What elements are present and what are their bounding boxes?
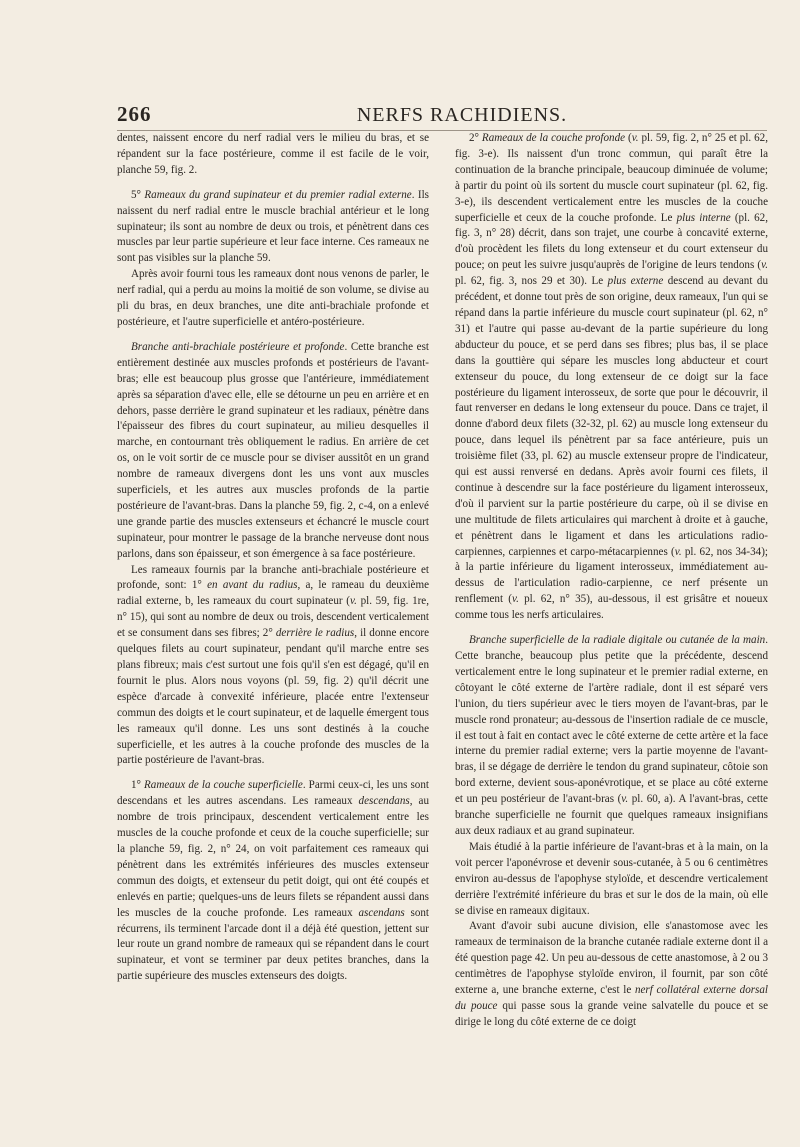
italic-term: descendans (358, 795, 410, 808)
section-heading: Branche anti-brachiale postérieure et profonde (131, 340, 345, 353)
paragraph (117, 267, 429, 331)
italic-term: v. (674, 545, 682, 558)
page-header (117, 100, 767, 131)
paragraph-text: , au nombre de trois principaux, descendent verticalement entre les muscles de la couche profonde et ceux de la couche superficielle; sur la planche 59, fig. 2, n° 24, on voit parfaitement ces rameaux qui pénètrent dans les extrémités inférieures des muscles extenseur commun des doigts, et extenseur du petit doigt, qui ont été coupés et enlevés en partie; quelques-uns de leurs filets se répandent aussi dans les muscles de la couche profonde. Les rameaux (117, 795, 429, 919)
section-heading: Rameaux du grand supinateur et du premier radial externe (144, 188, 412, 201)
paragraph-text: . Cette branche est entièrement destinée aux muscles profonds et postérieurs de l'avant-bras; elle est beaucoup plus grosse que l'antérieure, immédiatement après sa séparation d'avec elle, elle se détourne un peu en arrière et en dehors, passe derrière le grand supinateur et les radiaux, pénètre dans l'épaisseur des fibres du court supinateur, au milieu desquelles il marche, en contournant très obliquement le radius. En arrière de cet os, on le voit sortir de ce muscle pour se diviser aussitôt en un grand nombre de rameaux divergens dont les uns vont aux muscles superficiels, et les autres aux muscles profonds de la partie postérieure de l'avant-bras. Dans la planche 59, fig. 2, c-4, on a enlevé une grande partie des muscles extenseurs et échancré le muscle court supinateur, pour montrer le passage de la branche nerveuse dont nous parlons, dans son épaisseur, et son émergence à sa face postérieure. (117, 340, 430, 560)
paragraph-number: 2° (469, 132, 482, 144)
paragraph-text: dentes, naissent encore du nerf radial vers le milieu du bras, et se répandent sur la face postérieure, comme il est facile de le voir, planche 59, fig. 2. (117, 132, 429, 176)
paragraph (455, 131, 768, 624)
paragraph-text: Avant d'avoir subi aucune division, elle s'anastomose avec les rameaux de terminaison de la branche cutanée radiale externe dont il a été question page 42. Un peu au-dessous de cette anastomose, à 2 ou 3 centimètres de l'apophyse styloïde environ, il fournit, par son côté externe a, une branche externe, c'est le (455, 920, 768, 997)
paragraph-number: 1° (131, 779, 145, 792)
paragraph-text: Après avoir fourni tous les rameaux dont nous venons de parler, le nerf radial, qui a perdu au moins la moitié de son volume, se divise au pli du bras, en deux branches, une dite anti-brachiale profonde et postérieure, et l'autre superficielle et antéro-postérieure. (117, 268, 429, 328)
paragraph-text: . Cette branche, beaucoup plus petite que la précédente, descend verticalement entre le long supinateur et le premier radial externe, en côtoyant le côté externe de l'artère radiale, dont il est séparé vers l'union, du tiers supérieur avec le tiers moyen de l'avant-bras, par le muscle rond pronateur; au-dessous de l'insertion radiale de ce muscle, il est tout à fait en contact avec le côté externe de cette artère et la face interne du premier radial externe; vers la partie moyenne de l'avant-bras, il se dégage de derrière le tendon du grand supinateur, côtoie son bord externe, devient sous-aponévrotique, et se place au côté externe et un peu postérieur de l'avant-bras ( (455, 634, 768, 806)
paragraph-text: sont récurrens, ils terminent l'arcade dont il a déjà été question, jettent sur leur route un grand nombre de rameaux qui se répandent dans le court supinateur, et vont se terminer par deux petites branches, dans la partie supérieure des muscles extenseurs des doigts. (117, 906, 429, 983)
paragraph-text: pl. 62, nos 34-34); à la partie inférieure du ligament interosseux, immédiatement au-dessus de l'articulation radio-carpienne, ce nerf présente un renflement ( (455, 545, 768, 606)
italic-term: v. (761, 259, 768, 272)
paragraph-number: 5° (131, 188, 145, 201)
paragraph-text: descend au devant du précédent, et donne tout près de son origine, deux rameaux, l'un qui se répand dans la partie inférieure du muscle court supinateur (pl. 62, n° 31) et l'autre qui passe au-devant de la partie supérieure du long abducteur du pouce, et se perd dans ses fibres; plus bas, il se place dans la gouttière qui sépare les muscles long abducteur et court extenseur du pouce, du long extenseur de ce doigt sur la face postérieure du ligament interosseux, de sorte que pour le découvrir, il faut renverser en dedans le long extenseur du pouce. Dans ce trajet, il donne d'abord deux filets (32-32, pl. 62) au muscle long extenseur du pouce, dans lequel ils pénètrent par sa face antérieure, puis un troisième filet (33, pl. 62) au muscle extenseur propre de l'indicateur, qui est aussi renversé en dedans. Après avoir fourni ces filets, il continue à descendre sur la face postérieure du ligament interosseux, d'où il parvient sur la partie postérieure du carpe, où il se divise en une multitude de filets articulaires qui marchent à droite et à gauche, et pénètrent dans le ligament et dans les articulations radio-carpiennes, carpiennes et carpo-métacarpiennes ( (455, 275, 768, 558)
italic-term: nerf collatéral externe dorsal du pouce (455, 984, 768, 1012)
paragraph-text: pl. 60, a). A l'avant-bras, cette branche superficielle ne fournit que quelques rameaux insignifians aux deux radiaux et au grand supinateur. (455, 793, 768, 837)
paragraph (117, 188, 429, 268)
paragraph-text: . Ils naissent du nerf radial entre le muscle brachial antérieur et le long supinateur; ils sont au nombre de deux ou trois, et pénètrent dans ces muscles par leur partie supérieure et leur face interne. Ces rameaux ne sont pas visibles sur la planche 59. (117, 188, 429, 265)
paragraph-text: . Parmi ceux-ci, les uns sont descendans et les autres ascendans. Les rameaux (117, 779, 429, 808)
paragraph-text: ( (625, 132, 632, 144)
paragraph-text: , il donne encore quelques filets au court supinateur, pendant qu'il marche entre ses plans fibreux; mais c'est surtout une fois qu'il s'en est dégagé, qu'il en fournit le plus. Alors nous voyons (pl. 59, fig. 2) qu'il décrit une espèce d'arcade à convexité inférieure, placée entre l'extenseur commun des doigts et le court supinateur, et de laquelle émergent tous les rameaux qu'il donne. Les uns sont destinés à la couche superficielle, et les autres à la couche profonde des muscles de la partie postérieure de l'avant-bras. (117, 627, 429, 767)
right-column (455, 131, 768, 1031)
paragraph (117, 778, 429, 985)
italic-term: v. (621, 793, 629, 806)
paragraph-text: pl. 62, n° 35), au-dessous, il est grisâtre et noueux comme tous les nerfs articulaires. (455, 593, 769, 622)
section-heading: Rameaux de la couche profonde (481, 132, 626, 144)
italic-term: v. (349, 595, 357, 608)
paragraph (117, 131, 429, 179)
paragraph-text: Mais étudié à la partie inférieure de l'avant-bras et à la main, on la voit percer l'aponévrose et devenir sous-cutanée, à 5 ou 6 centimètres environ au-dessus de l'apophyse styloïde, et descendre verticalement derrière l'extrémité inférieure du bras et sur le dos de la main, où elle se divise en rameaux digitaux. (455, 840, 768, 917)
paragraph (455, 919, 768, 1030)
italic-term: plus interne (676, 211, 731, 224)
italic-term: en avant du radius (207, 579, 298, 592)
page-number: 266 (117, 102, 152, 126)
section-heading: Branche superficielle de la radiale digitale ou cutanée de la main (469, 634, 766, 647)
paragraph (117, 340, 429, 563)
running-title: NERFS RACHIDIENS. (356, 104, 568, 126)
italic-term: v. (512, 593, 519, 606)
left-column (117, 131, 429, 985)
paragraph-text: (pl. 62, fig. 3, n° 28) décrit, dans son trajet, une courbe à concavité externe, d'où procèdent les filets du long extenseur et du court extenseur du pouce; on peut les suivre jusqu'auprès de l'origine de leurs tendons ( (455, 211, 768, 272)
paragraph (455, 840, 768, 920)
italic-term: ascendans (358, 906, 405, 919)
paragraph-text: pl. 59, fig. 1re, n° 15), qui sont au nombre de deux ou trois, descendent verticalement et se consument dans ses fibres; 2° (117, 595, 430, 640)
section-heading: Rameaux de la couche superficielle (144, 779, 303, 792)
paragraph-text: qui passe sous la grande veine salvatelle du pouce et se dirige le long du côté externe de ce doigt (455, 999, 769, 1028)
paragraph-text: pl. 59, fig. 2, n° 25 et pl. 62, fig. 3-e). Ils naissent d'un tronc commun, qui paraît être la continuation de la branche principale, beaucoup diminuée de volume; à partir du point où ils sortent du muscle court supinateur (pl. 62, fig. 3-e), ils descendent verticalement entre les muscles de la couche superficielle et ceux de la couche profonde. Le (455, 132, 768, 224)
paragraph-text: Les rameaux fournis par la branche anti-brachiale postérieure et profonde, sont: 1° (117, 563, 429, 592)
paragraph-text: , a, le rameau du deuxième radial externe, b, les rameaux du court supinateur ( (117, 579, 429, 608)
paragraph-text: pl. 62, fig. 3, nos 29 et 30). Le (455, 275, 608, 288)
italic-term: plus externe (607, 275, 664, 288)
italic-term: v. (631, 132, 639, 144)
paragraph (117, 563, 429, 770)
italic-term: derrière le radius (275, 627, 355, 640)
paragraph (455, 633, 768, 840)
